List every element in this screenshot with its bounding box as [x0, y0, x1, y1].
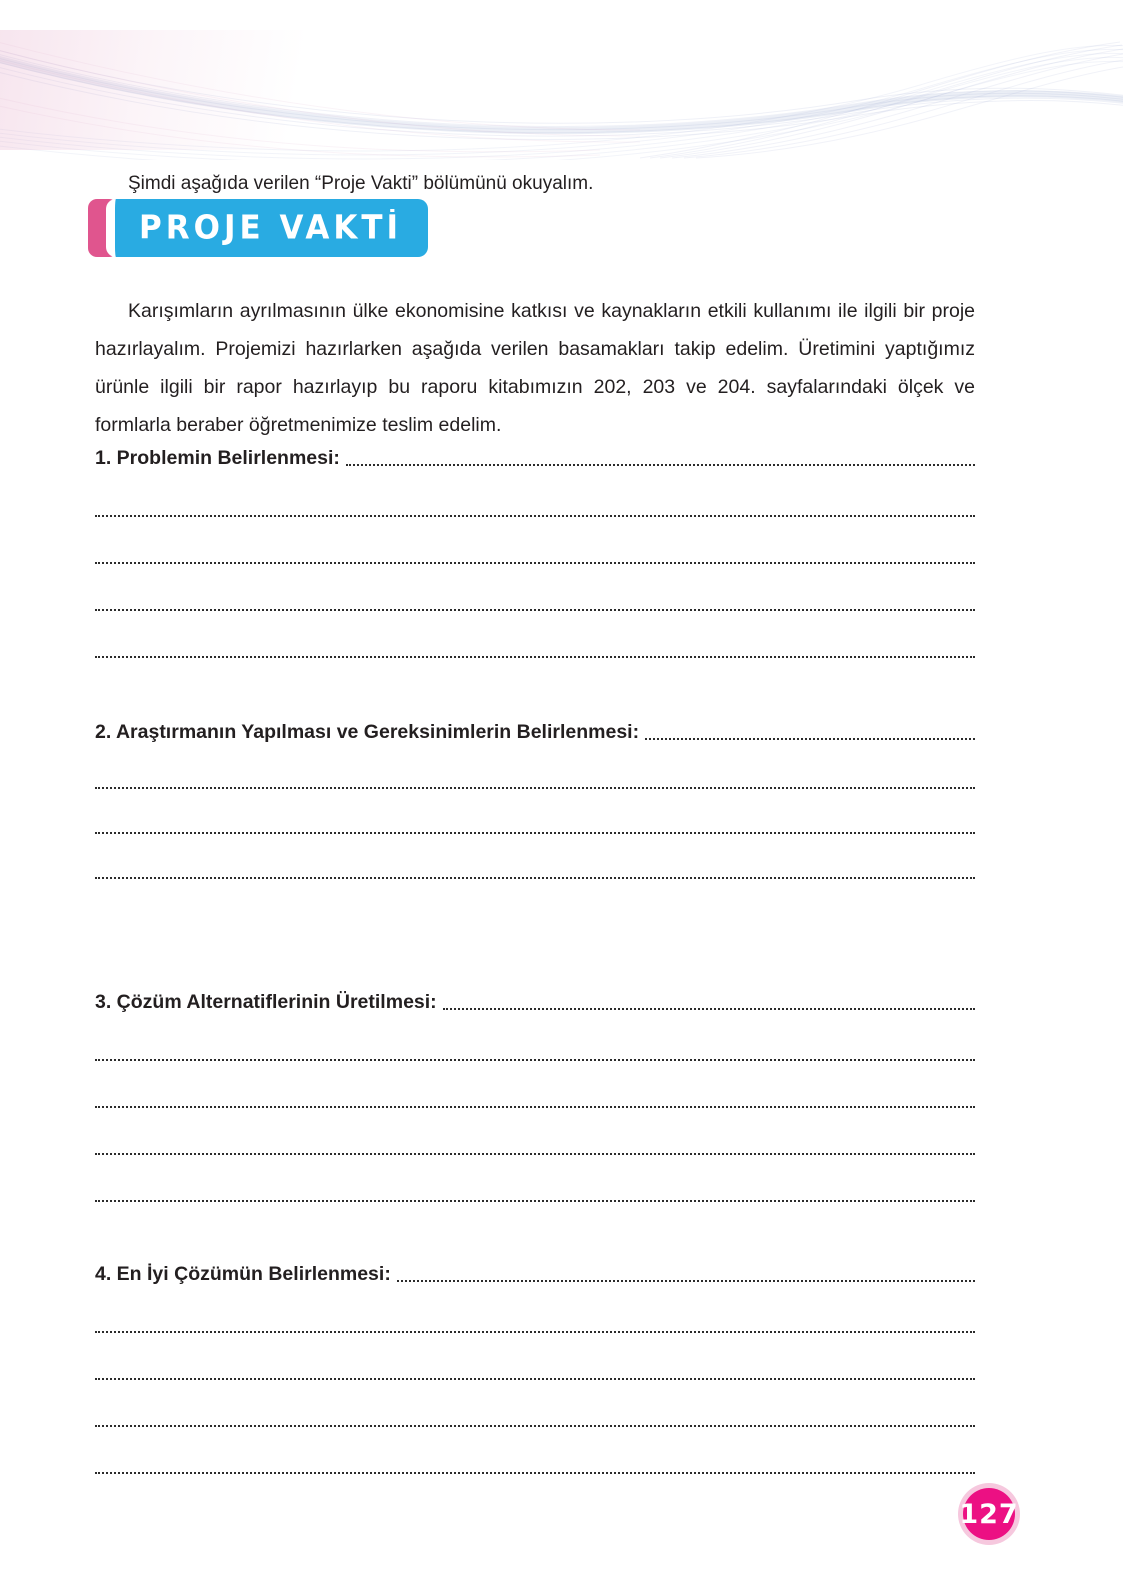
proje-vakti-badge [88, 199, 428, 257]
blank-dotted-line [95, 517, 975, 564]
blank-dotted-line [95, 1108, 975, 1155]
dotted-leader [443, 990, 975, 1010]
section-heading-row [95, 1262, 975, 1286]
wave-lines-graphic [0, 0, 1123, 160]
blank-dotted-line [95, 834, 975, 879]
dotted-leader [346, 446, 975, 466]
section-en-iyi-cozum [95, 1262, 975, 1474]
intro-sentence: Şimdi aşağıda verilen “Proje Vakti” bölümünü okuyalım. [128, 173, 594, 194]
badge-title: PROJE VAKTİ [139, 209, 403, 247]
answer-lines [95, 1286, 975, 1474]
blank-dotted-line [95, 1014, 975, 1061]
blank-dotted-line [95, 1061, 975, 1108]
section-heading-row [95, 990, 975, 1014]
section-cozum-alternatifleri [95, 990, 975, 1202]
blank-dotted-line [95, 1333, 975, 1380]
answer-lines [95, 1014, 975, 1202]
dotted-leader [645, 720, 975, 740]
section-heading-row [95, 446, 975, 470]
blank-dotted-line [95, 1427, 975, 1474]
blank-dotted-line [95, 611, 975, 658]
header-wave-decoration [0, 0, 1123, 160]
page-number: 127 [959, 1498, 1019, 1530]
section-heading-row [95, 720, 975, 744]
section-label: 1. Problemin Belirlenmesi: [95, 447, 340, 469]
blank-dotted-line [95, 564, 975, 611]
blank-dotted-line [95, 1380, 975, 1427]
badge-blue-plate [106, 199, 428, 257]
section-label: 3. Çözüm Alternatiflerinin Üretilmesi: [95, 991, 437, 1013]
dotted-leader [397, 1262, 975, 1282]
section-problem-belirlenmesi [95, 446, 975, 658]
section-label: 2. Araştırmanın Yapılması ve Gereksinimlerin Belirlenmesi: [95, 721, 640, 743]
instruction-paragraph: Karışımların ayrılmasının ülke ekonomisine katkısı ve kaynakların etkili kullanımı ile ilgili bir proje hazırlayalım. Projemizi hazırlarken aşağıda verilen basamakları takip edelim. Üretimini yaptığımız ürünle ilgili bir rapor hazırlayıp bu raporu kitabımızın 202, 203 ve 204. sayfalarındaki ölçek ve formlarla beraber öğretmenimize teslim edelim. [95, 299, 975, 436]
blank-dotted-line [95, 789, 975, 834]
section-label: 4. En İyi Çözümün Belirlenmesi: [95, 1263, 391, 1285]
blank-dotted-line [95, 1286, 975, 1333]
blank-dotted-line [95, 1155, 975, 1202]
section-arastirma-gereksinim [95, 720, 975, 879]
page-number-circle [959, 1488, 1019, 1540]
answer-lines [95, 470, 975, 658]
blank-dotted-line [95, 744, 975, 789]
blank-dotted-line [95, 470, 975, 517]
answer-lines [95, 744, 975, 879]
